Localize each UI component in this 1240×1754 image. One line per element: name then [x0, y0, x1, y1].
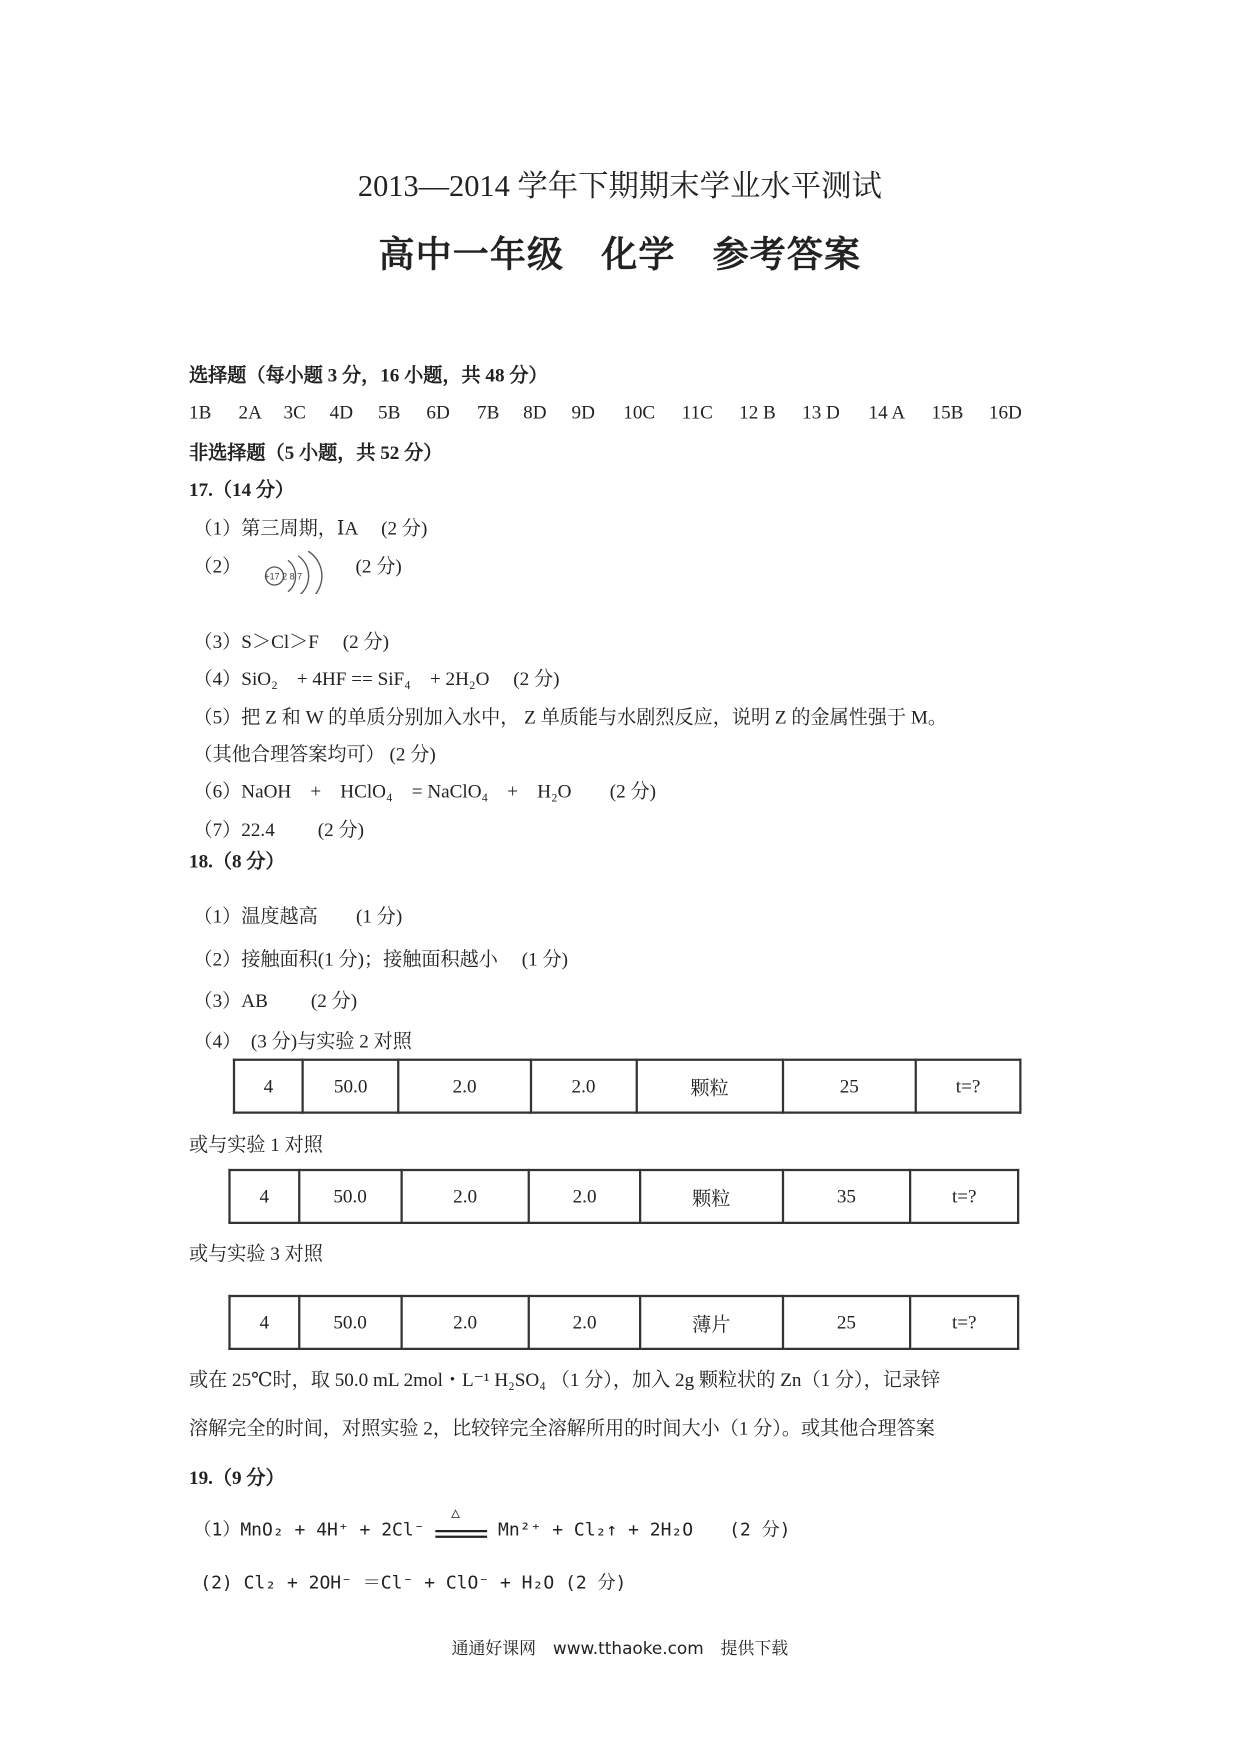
choice-answer: 14 A [868, 401, 906, 423]
choice-answer: 16D [988, 401, 1022, 423]
q18-paragraph-1: 或在 25℃时，取 50.0 mL 2mol・L⁻¹ H₂SO₄ （1 分），加入 2g 颗粒状的 Zn（1 分），记录锌 [189, 1369, 941, 1391]
q18-answer-1: （1）温度越高 (1 分) [193, 905, 403, 927]
q17-answer-2-score: (2 分) [355, 555, 402, 578]
q17-answer-2-label: （2） [193, 555, 242, 578]
table-cell: 50.0 [299, 1296, 401, 1349]
table-cell: 50.0 [303, 1060, 399, 1113]
table-cell: 4 [234, 1060, 303, 1113]
table-cell: 25 [783, 1060, 916, 1113]
exam-title: 2013—2014 学年下期期末学业水平测试 [357, 168, 882, 203]
table-row [234, 1060, 1020, 1113]
choice-answer: 15B [931, 401, 964, 423]
q18-note-2: 或与实验 3 对照 [189, 1243, 323, 1265]
q17-answer-3: （3）S＞Cl＞F (2 分) [193, 631, 390, 653]
q17-answer-4: （4）SiO₂ + 4HF == SiF₄ + 2H₂O (2 分) [193, 668, 560, 690]
table-cell: 4 [230, 1296, 300, 1349]
table-cell: 颗粒 [640, 1170, 782, 1223]
table-cell: 2.0 [401, 1170, 529, 1223]
table-cell: 2.0 [401, 1296, 529, 1349]
nonchoice-section-header: 非选择题（5 小题，共 52 分） [189, 442, 443, 464]
choice-answer: 9D [571, 401, 595, 423]
q18-note-1: 或与实验 1 对照 [189, 1134, 323, 1156]
q19-answer-2: (2) Cl₂ + 2OH⁻ ＝Cl⁻ + ClO⁻ + H₂O (2 分) [200, 1571, 627, 1593]
choice-answer: 8D [523, 401, 547, 423]
experiment-table-3 [228, 1295, 1019, 1350]
q18-answer-3: （3）AB (2 分) [193, 990, 358, 1012]
q17-answer-7: （7）22.4 (2 分) [193, 819, 365, 841]
table-cell: 2.0 [531, 1060, 637, 1113]
table-cell: 2.0 [529, 1170, 640, 1223]
q19-answer-1 [193, 1504, 791, 1543]
exam-subtitle: 高中一年级 化学 参考答案 [378, 232, 862, 276]
choice-section-header: 选择题（每小题 3 分，16 小题，共 48 分） [189, 364, 548, 386]
choice-answer: 5B [378, 401, 401, 423]
q19-header: 19.（9 分） [189, 1467, 285, 1489]
q17-answer-5: （5）把 Z 和 W 的单质分别加入水中， Z 单质能与水剧烈反应，说明 Z 的金属性强于 M。 [193, 706, 947, 728]
q18-answer-4: （4） (3 分)与实验 2 对照 [193, 1030, 412, 1052]
choice-answer: 12 B [739, 401, 776, 423]
choice-answer: 2A [238, 401, 262, 423]
atom-label: +17 2 8 7 [264, 571, 303, 582]
choice-answer: 13 D [802, 401, 840, 423]
q17-answer-6: （6）NaOH + HClO₄ = NaClO₄ + H₂O (2 分) [193, 780, 656, 803]
heat-triangle-icon: △ [451, 1504, 460, 1522]
choice-answer: 7B [477, 401, 500, 423]
table-cell: 颗粒 [636, 1060, 782, 1113]
q19-equation-left: （1）MnO₂ + 4H⁺ + 2Cl⁻ [193, 1518, 425, 1541]
q18-header: 18.（8 分） [189, 850, 285, 872]
table-cell: 薄片 [640, 1296, 782, 1349]
q17-answer-5-note: （其他合理答案均可） (2 分) [193, 743, 436, 765]
choice-answer: 11C [681, 401, 713, 423]
q17-header: 17.（14 分） [189, 479, 295, 501]
table-row [230, 1170, 1019, 1223]
table-cell: t=? [916, 1060, 1021, 1113]
experiment-table-1 [233, 1059, 1022, 1114]
table-cell: t=? [910, 1296, 1018, 1349]
heat-condition-sign [435, 1504, 487, 1543]
table-cell: 50.0 [299, 1170, 401, 1223]
table-cell: 4 [230, 1170, 300, 1223]
atom-structure-diagram [261, 545, 329, 595]
choice-answer: 10C [623, 401, 656, 423]
q18-answer-2: （2）接触面积(1 分)；接触面积越小 (1 分) [193, 948, 569, 970]
table-cell: 2.0 [529, 1296, 640, 1349]
choice-answer: 1B [189, 401, 212, 423]
choice-answer: 4D [329, 401, 354, 423]
q18-paragraph-2: 溶解完全的时间，对照实验 2，比较锌完全溶解所用的时间大小（1 分）。或其他合理答案 [189, 1417, 935, 1439]
choice-answer: 6D [426, 401, 450, 423]
footer-source: 通通好课网 www.tthaoke.com 提供下载 [451, 1638, 789, 1659]
table-row [230, 1296, 1019, 1349]
choice-answer: 3C [283, 401, 306, 423]
q19-equation-right: Mn²⁺ + Cl₂↑ + 2H₂O (2 分) [498, 1518, 791, 1541]
experiment-table-2 [228, 1169, 1019, 1224]
q17-answer-1: （1）第三周期，ⅠA (2 分) [193, 517, 428, 539]
table-cell: t=? [910, 1170, 1018, 1223]
table-cell: 35 [783, 1170, 911, 1223]
table-cell: 2.0 [399, 1060, 531, 1113]
table-cell: 25 [783, 1296, 911, 1349]
